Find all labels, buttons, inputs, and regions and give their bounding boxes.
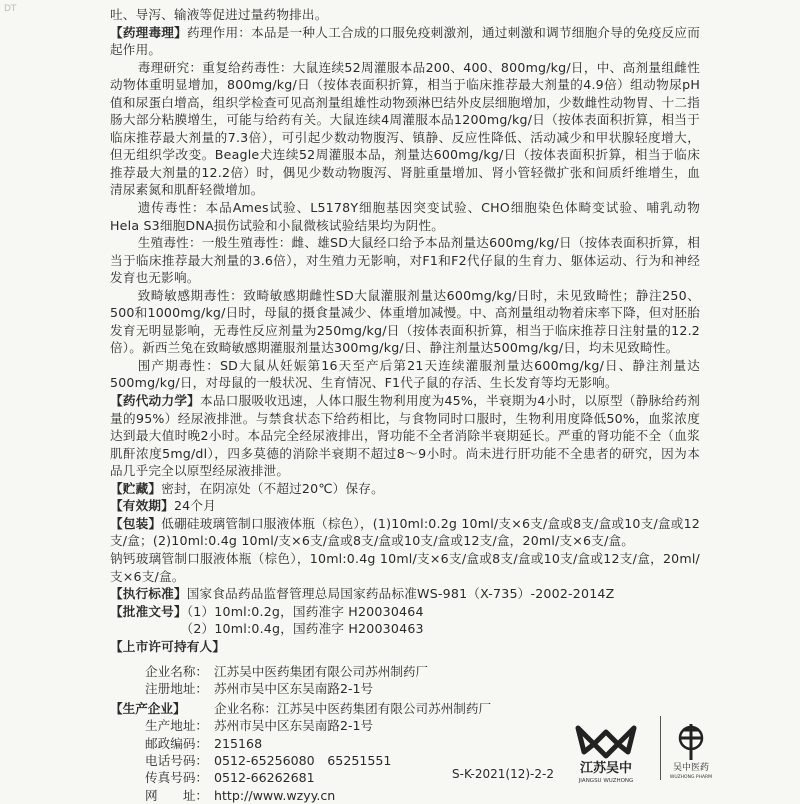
approval-section: 【批准文号】（1）10ml:0.2g，国药准字 H20030464 [110, 603, 424, 619]
info-row: 生产地址： 苏州市吴中区东吴南路2-1号 [145, 718, 374, 734]
info-row: 网 址： http://www.wzyy.cn [145, 787, 336, 803]
section-head: 【执行标准】 [110, 586, 187, 602]
genotoxicity-paragraph: 遗传毒性：本品Ames试验、L5178Y细胞基因突变试验、CHO细胞染色体畸变试验、哺乳动物Hela S3细胞DNA损伤试验和小鼠微核试验结果均为阴性。 [110, 200, 700, 233]
reproductive-paragraph: 生殖毒性：一般生殖毒性：雌、雄SD大鼠经口给予本品剂量达600mg/kg/日（按体表面积折算，相当于临床推荐最大剂量的3.6倍），对生殖力无影响，对F1和F2代仔鼠的生育力、躯体运动、行为和神经发育也无影响。 [110, 235, 700, 286]
logo-subtext: JIANGSU WUZHONG [578, 778, 634, 784]
storage-section: 【贮藏】密封，在阴凉处（不超过20℃）保存。 [110, 480, 384, 496]
section-head: 【药理毒理】 [110, 24, 187, 40]
section-head: 【药代动力学】 [110, 393, 201, 409]
print-code: S-K-2021(12)-2-2 [452, 767, 554, 781]
teratogenicity-paragraph: 致畸敏感期毒性：致畸敏感期雌性SD大鼠灌服剂量达600mg/kg/日时，未见致畸性；静注250、500和1000mg/kg/日时，母鼠的摄食量减少、体重增加减慢。中、高剂量组动物着床率下降，但对胚胎发育无明显影响，无毒性反应剂量为250mg/kg/日（按体表面积折算，相当于临床推荐日注射量的12.2倍）。新西兰兔在致畸敏感期灌服剂量达300mg/kg/日、静注剂量达500mg/kg/日，均未见致畸性。 [110, 287, 700, 356]
logo2-text: 吴中医药 [672, 763, 710, 773]
wuzhong-pharma-logo-icon [660, 716, 721, 780]
info-row: 电话号码： 0512-65256080 65251551 [145, 753, 392, 769]
logo-text: 江苏吴中 [579, 761, 633, 776]
approval-line-2: （2）10ml:0.4g，国药准字 H20030463 [180, 621, 424, 637]
logo2-subtext: WUZHONG PHARM [669, 775, 713, 780]
section-head: 【贮藏】 [110, 480, 162, 496]
info-row: 企业名称： 江苏吴中医药集团有限公司苏州制药厂 [145, 664, 429, 679]
toxicity-paragraph: 毒理研究：重复给药毒性：大鼠连续52周灌服本品200、400、800mg/kg/日，中、高剂量组雌性动物体重明显增加，800mg/kg/日（按体表面积折算，相当于临床推荐最大剂量的4.9倍）组动物尿pH值和尿蛋白增高，组织学检查可见高剂量组雄性动物颈淋巴结外皮层细胞增加，少数雌性动物胃、十二指肠大部分粘膜增生，可能与给药有关。大鼠连续4周灌服本品1200mg/kg/日（按体表面积折算，相当于临床推荐最大剂量的7.3倍），可引起少数动物腹泻、镇静、反应性降低、活动减少和甲状腺轻度增大，但无组织学改变。Beagle犬连续52周灌服本品，剂量达600mg/kg/日（按体表面积折算，相当于临床推荐最大剂量的12.2倍）时，偶见少数动物腹泻、肾脏重量增加、肾小管轻微扩张和间质纤维增生，血清尿素氮和肌酐轻微增加。 [110, 59, 700, 198]
package-section: 【包装】低硼硅玻璃管制口服液体瓶（棕色），(1)10ml:0.2g 10ml/支×6支/盒或8支/盒或10支/盒或12支/盒；(2)10ml:0.4g 10ml/支×6支/盒或8支/盒或10支/盒或12支/盒，20ml/支×6支/盒。 [110, 515, 700, 549]
section-head: 【包装】 [110, 515, 162, 531]
info-row: 注册地址： 苏州市吴中区东吴南路2-1号 [145, 681, 374, 697]
perinatal-paragraph: 围产期毒性：SD大鼠从妊娠第16天至产后第21天连续灌服剂量达600mg/kg/日、静注剂量达500mg/kg/日，对母鼠的一般状况、生育情况、F1代子鼠的存活、生长发育等均无影响。 [110, 357, 700, 391]
pharmacokinetics-section: 【药代动力学】本品口服吸收迅速，人体口服生物利用度为45%，半衰期为4小时，以原型（静脉给药剂量的95%）经尿液排泄。与禁食状态下给药相比，与食物同时口服时，生物利用度降低50%，血浆浓度达到最大值时晚2小时。本品完全经尿液排出，肾功能不全者消除半衰期延长。严重的肾功能不全（血浆肌酐浓度5mg/dl），四多莫德的消除半衰期不超过8～9小时。尚未进行肝功能不全患者的研究，因为本品几乎完全以原型经尿液排泄。 [110, 393, 700, 479]
watermark: DT [4, 4, 17, 14]
jiangsu-wuzhong-logo-icon [566, 718, 646, 784]
pharmacology-section: 【药理毒理】药理作用：本品是一种人工合成的口服免疫刺激剂，通过刺激和调节细胞介导的免疫反应而起作用。 [110, 24, 701, 58]
expiry-section: 【有效期】24个月 [110, 498, 216, 514]
section-head: 【批准文号】 [110, 603, 187, 619]
section-head: 【有效期】 [110, 498, 174, 514]
info-row: 传真号码： 0512-66262681 [145, 770, 315, 786]
package-paragraph-2: 钠钙玻璃管制口服液体瓶（棕色），10ml:0.4g 10ml/支×6支/盒或8支/盒或10支/盒或12支/盒，20ml/支×6支/盒。 [110, 550, 700, 584]
holder-heading: 【上市许可持有人】 [110, 638, 226, 654]
info-row: 【生产企业】 企业名称： 江苏吴中医药集团有限公司苏州制药厂 [110, 700, 492, 716]
standard-section: 【执行标准】国家食品药品监督管理总局国家药品标准WS-981（X-735）-2002-2014Z [110, 586, 615, 602]
text-line: 吐、导泻、输液等促进过量药物排出。 [110, 7, 328, 22]
leaflet-body [110, 6, 700, 655]
info-row: 邮政编码： 215168 [145, 735, 263, 751]
